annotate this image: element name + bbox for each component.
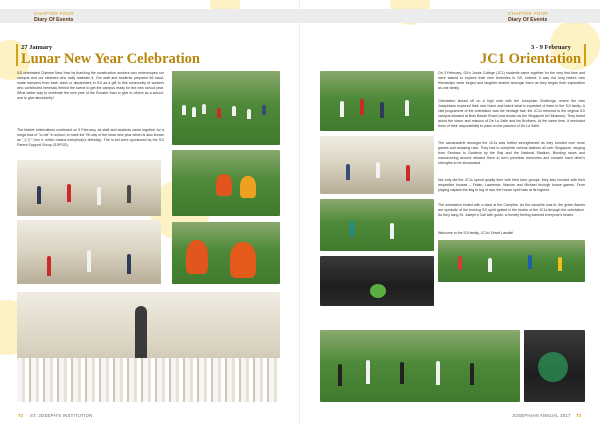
photo-figure [232, 106, 236, 116]
photo-lion-dance-field [172, 150, 280, 216]
photo-celebration [524, 330, 585, 402]
photo-lo-hei [17, 220, 161, 284]
body-paragraph: The festive celebrations continued on 3 February, as staff and students came together for a mega toss of "lo-hei" in school, to mark the 7th day of the lunar new year which is also known as “人日” (ren ri, which means everybody's birthday). The lo-hei were sponsored by the SJI Parent Support Group (SJIPSG). [17, 128, 164, 147]
photo-jc1-welcome [320, 71, 434, 131]
photo-figure [37, 186, 41, 204]
body-paragraph: SJI celebrated Chinese New Year by thanking the construction workers who redeveloped our campus and our cleaners who daily maintain it. Our staff and students prepared 66 hand-made hampers from each class or department in SJI as a gift to this community of workers who contributed tirelessly behind the scene to get the campus ready for the new school year. What better way to celebrate the new year of the Rooster than to give to others as a school, and to give abundantly! [17, 71, 164, 100]
chapter-title: Diary Of Events [508, 17, 548, 23]
lion-dancer-figure [186, 240, 208, 274]
body-paragraph: Welcome to the SJI family, JC1s! Onset Lasalle! [438, 231, 514, 235]
photo-figure [340, 101, 344, 117]
chapter-label: CHAPTER FOUR [34, 11, 74, 16]
photo-figure [390, 223, 394, 239]
header-bar [300, 9, 600, 23]
photo-staff-and-workers [172, 71, 280, 145]
footer-publication: JOSEPHIAN ANNUAL 2017 [512, 413, 571, 418]
photo-figure [247, 109, 251, 119]
photo-figure [458, 256, 462, 270]
photo-amazing-race [320, 199, 434, 251]
title-accent-bar [584, 44, 586, 66]
photo-figure [376, 162, 380, 178]
photo-tug-of-war [320, 330, 520, 402]
photo-figure [67, 184, 71, 202]
photo-figure [182, 105, 186, 115]
page-number: 72 [18, 413, 24, 418]
crowd-band [17, 358, 280, 402]
photo-house-games [438, 240, 585, 282]
right-page [300, 0, 600, 424]
lion-dancer-figure [230, 242, 256, 278]
photo-figure [366, 360, 370, 384]
body-paragraph: The orientation ended with a blast at the Campfire. As the campfire was lit, the green flames are symbolic of the burning SJI spirit ignited in the hearts of the JC1s through the orientation. As they sang St. Joseph's Call with gusto, a homely feeling warmed everyone's hearts. [438, 203, 585, 217]
photo-figure [405, 100, 409, 116]
photo-figure [262, 105, 266, 115]
page-title: JC1 Orientation [480, 51, 582, 67]
photo-figure [127, 185, 131, 203]
photo-figure [400, 362, 404, 384]
photo-figure [380, 102, 384, 118]
photo-figure [47, 256, 51, 276]
lion-dancer-figure [240, 176, 256, 198]
photo-campfire [320, 256, 434, 306]
photo-figure [87, 250, 91, 272]
photo-figure [436, 361, 440, 385]
lion-dancer-figure [216, 174, 232, 196]
photo-figure [217, 108, 221, 118]
body-paragraph: On 3 February, SJI's Junior College (JC1) students came together for the very first time and were tasked to explore their new territories in SJI. Indeed, it was not long before new friendships were forged and laughter shared amongst them as they began their exploration as one family. [438, 71, 585, 90]
photo-figure [488, 258, 492, 272]
photo-figure [350, 221, 354, 237]
event-date: 3 - 9 February [531, 44, 571, 51]
photo-figure [528, 255, 532, 269]
body-paragraph: The camaraderie amongst the JC1s was further strengthened as they bonded over more games and amazing race. They had to complete various stations all over Singapore, ranging from Sentosa to Gardens by the Bay and the National Stadium. Bonding races and manoeuvring around allowed them to form priceless memories and showed each other's strengths to be showcased. [438, 141, 585, 165]
chapter-title: Diary Of Events [34, 17, 74, 23]
photo-heritage-trail [320, 136, 434, 194]
spotlight-glow [538, 352, 568, 382]
photo-hamper-presentation [17, 160, 161, 216]
photo-figure [558, 257, 562, 271]
photo-figure [346, 164, 350, 180]
title-accent-bar [16, 44, 18, 66]
photo-figure [202, 104, 206, 114]
photo-figure [338, 364, 342, 386]
event-date: 27 January [21, 44, 53, 51]
photo-lion-dance-closeup [172, 222, 280, 284]
body-paragraph: Orientation kicked off on a high note with the Josephian Challenge, where the new Josephians explored their new home and learnt what is expected of them in the SJI family. A visit programme of the orientation was the heritage trail, the JC1s returned to the original SJI campus situated at Bras Basah Road (now known as the Singapore Art Museum). They learnt about the vision and mission of De La Salle and his Brothers. At the same time, it reminded them of their responsibility to pass on the passion of De La Salle. [438, 99, 586, 128]
body-paragraph: Not only did the JC1s spend quality time with their tutor groups, they also bonded with their respective houses – Finlan, Lawrence, Marcan and Michael through house games. From playing captain the flag to tug of war, the house spirit was at its highest. [438, 178, 585, 192]
photo-figure [127, 254, 131, 274]
photo-figure [360, 99, 364, 115]
page-title: Lunar New Year Celebration [21, 51, 200, 67]
campfire-glow [370, 284, 386, 298]
photo-figure [97, 187, 101, 205]
page-number: 73 [576, 413, 582, 418]
photo-figure [192, 107, 196, 117]
footer-school: ST. JOSEPH'S INSTITUTION [30, 413, 93, 418]
photo-figure [406, 165, 410, 181]
chapter-label: CHAPTER FOUR [508, 11, 548, 16]
photo-figure [470, 363, 474, 385]
statue-figure [135, 306, 147, 358]
photo-group-statue [17, 292, 280, 402]
